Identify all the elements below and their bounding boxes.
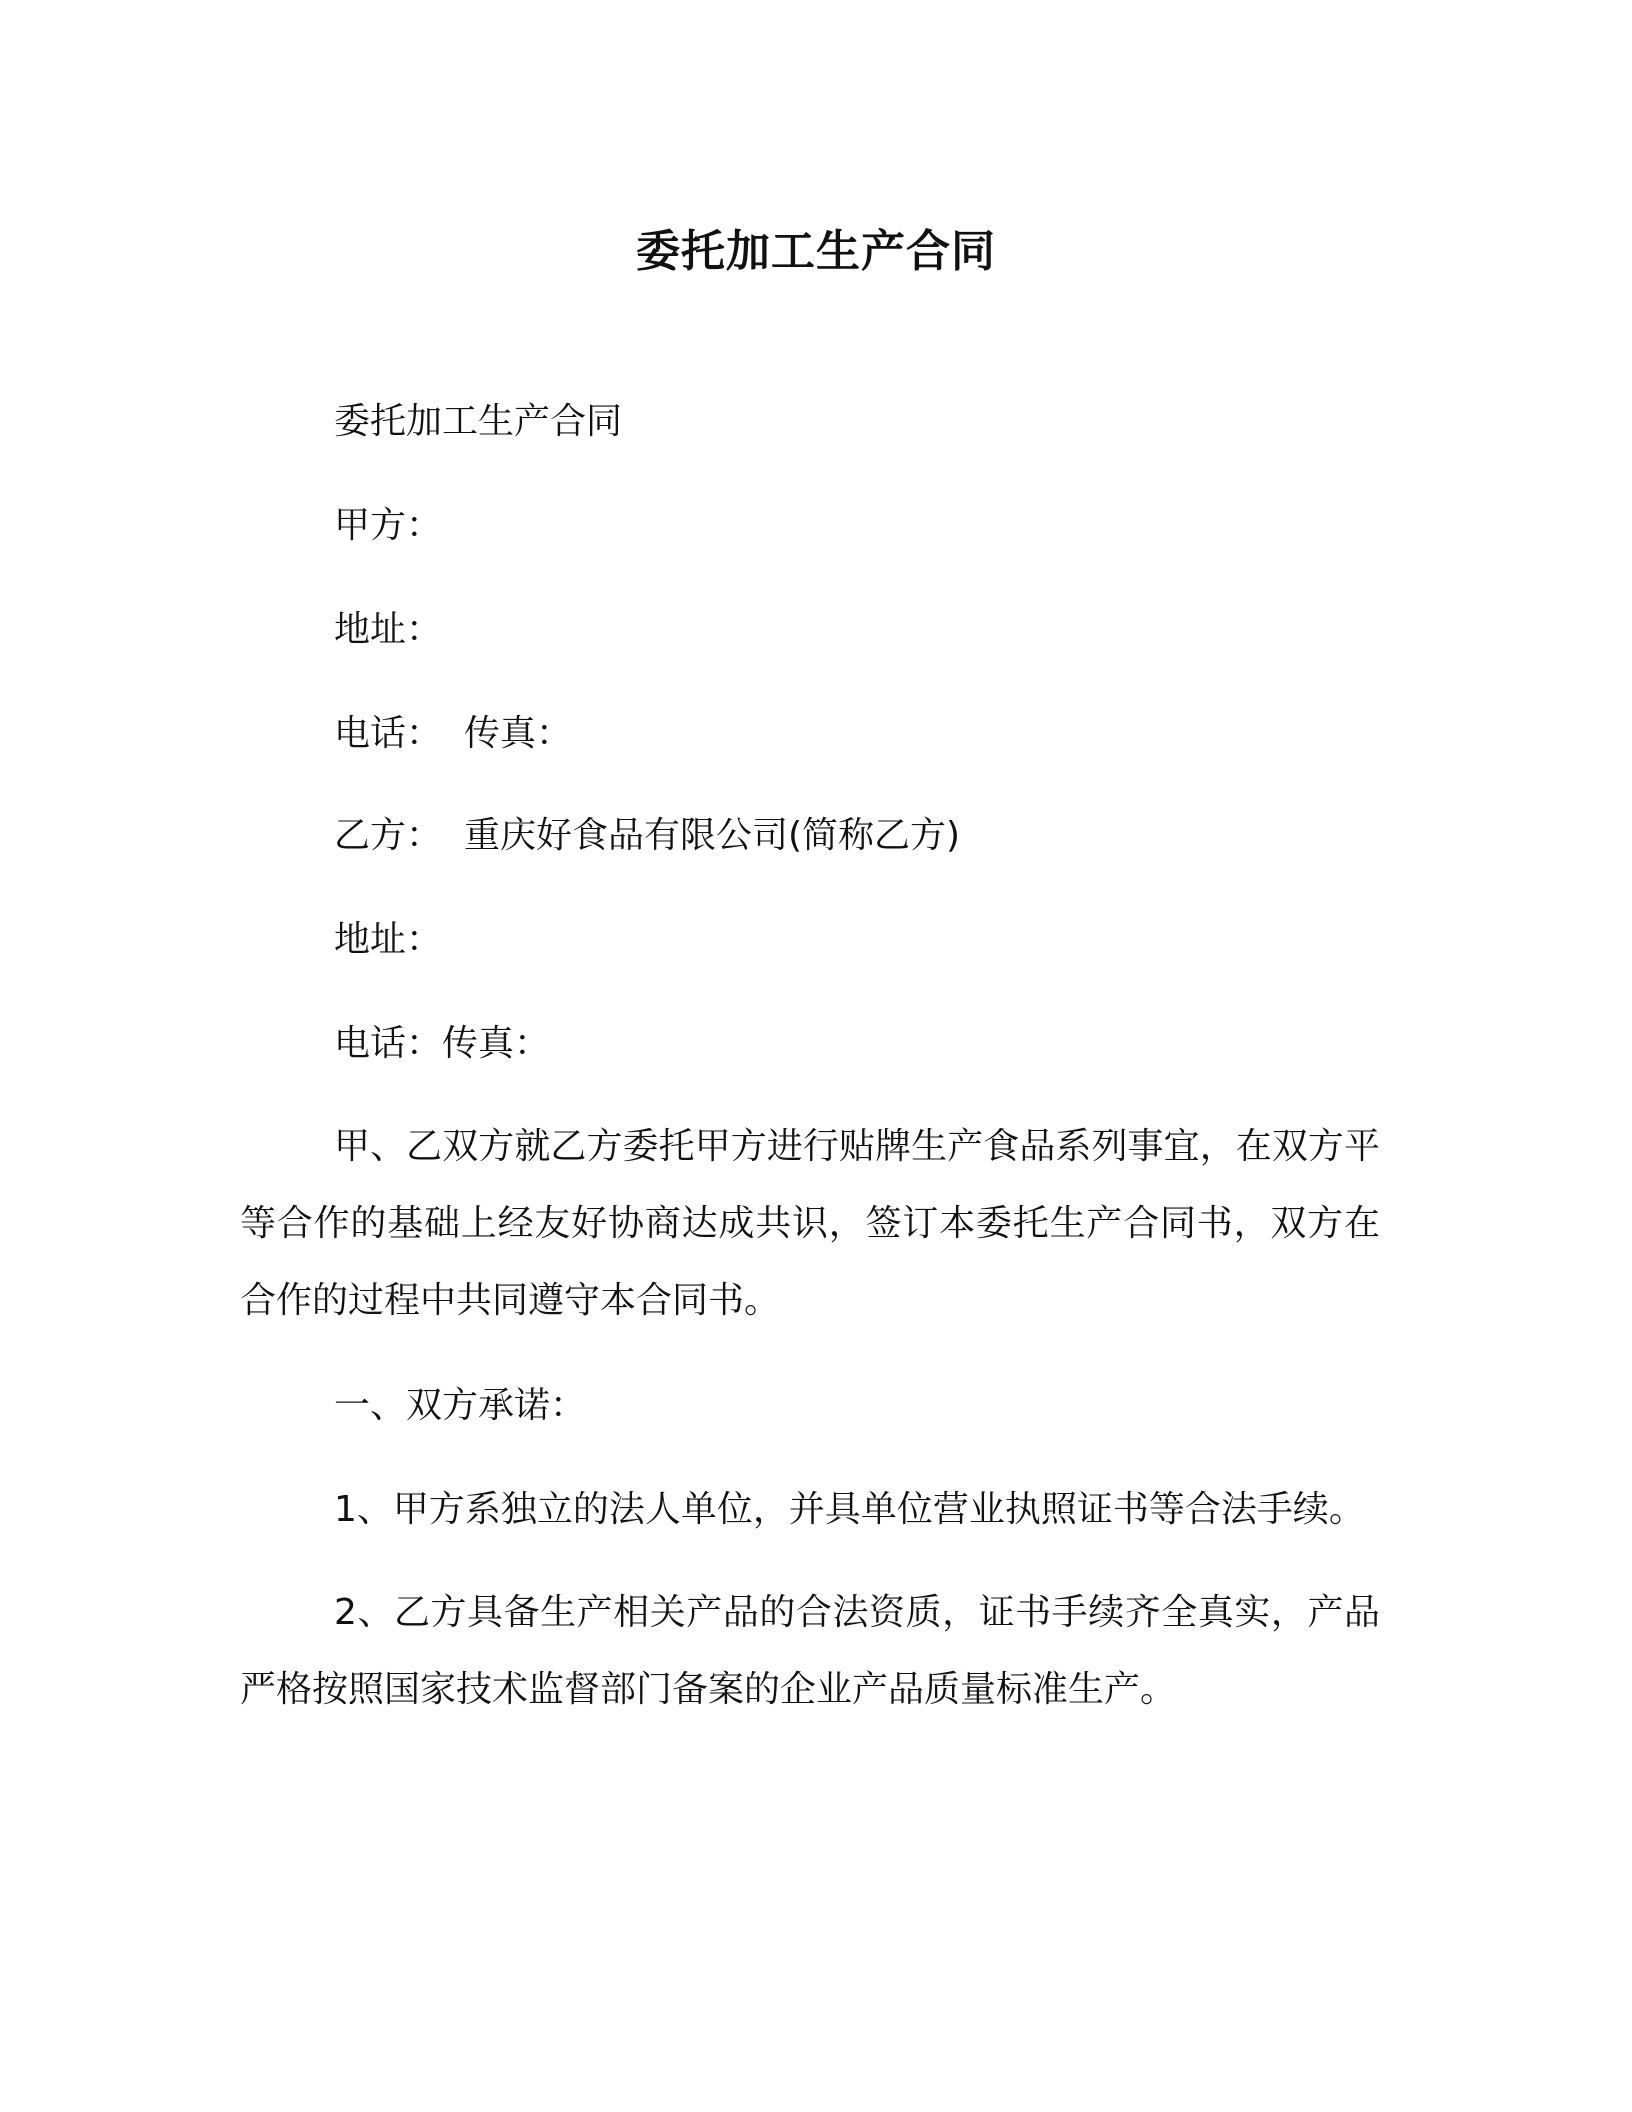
party-a-phone-label: 电话：: [334, 713, 443, 754]
party-b-contact-line: 电话：传真：: [334, 1023, 551, 1064]
section-1-heading: 一、双方承诺：: [334, 1385, 587, 1426]
intro-paragraph: 甲、乙双方就乙方委托甲方进行贴牌生产食品系列事宜，在双方平等合作的基础上经友好协商达成共识，签订本委托生产合同书，双方在合作的过程中共同遵守本合同书。: [240, 1126, 1380, 1321]
party-b-name: 重庆好食品有限公司(简称乙方): [464, 815, 961, 856]
contract-subtitle: 委托加工生产合同: [334, 401, 623, 442]
party-a-fax-label: 传真：: [464, 713, 573, 754]
document-title: 委托加工生产合同: [636, 226, 996, 277]
party-a-label: 甲方：: [334, 505, 443, 546]
clause-2: 2、乙方具备生产相关产品的合法资质，证书手续齐全真实，产品严格按照国家技术监督部门备案的企业产品质量标准生产。: [240, 1592, 1380, 1710]
party-b-address-label: 地址：: [334, 919, 443, 960]
party-a-contact-line: [334, 708, 572, 760]
party-a-address-label: 地址：: [334, 609, 443, 650]
party-b-label: 乙方：: [334, 815, 443, 856]
clause-1: 1、甲方系独立的法人单位，并具单位营业执照证书等合法手续。: [334, 1489, 1365, 1530]
party-b-line: [334, 810, 960, 862]
